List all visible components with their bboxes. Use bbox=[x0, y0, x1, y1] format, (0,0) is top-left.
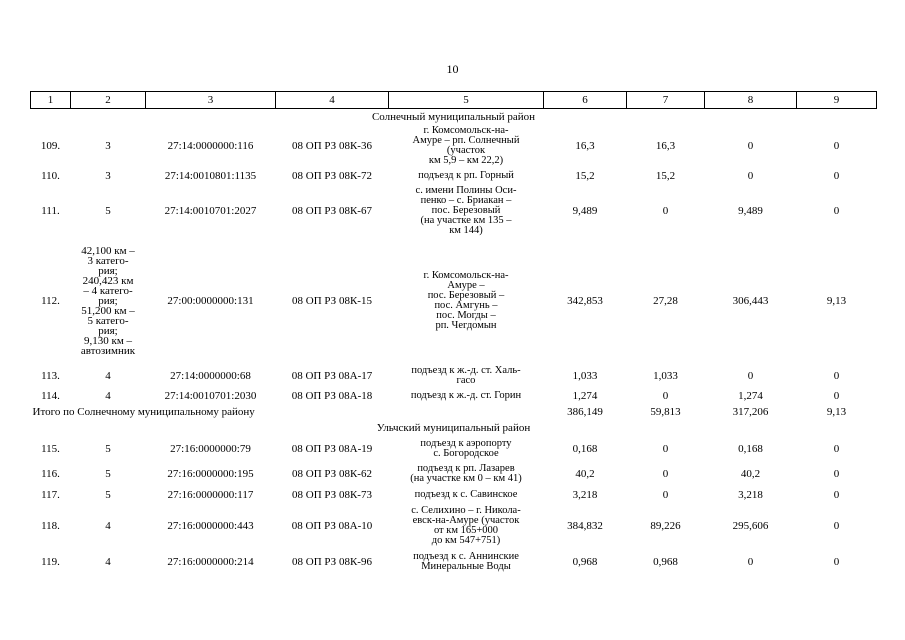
table-row bbox=[31, 462, 877, 486]
road-name bbox=[389, 388, 544, 404]
road-category-line: рия; bbox=[98, 265, 118, 277]
cadastral-number: 27:14:0010701:2027 bbox=[164, 205, 257, 217]
road-category-line: 3 bbox=[105, 140, 111, 152]
road-name-line: подъезд к ж.-д. ст. Халь- bbox=[411, 365, 521, 376]
road-name-line: от км 165+000 bbox=[433, 525, 499, 536]
value-col-9: 0 bbox=[833, 556, 840, 568]
header-cell: 3 bbox=[146, 92, 276, 109]
road-name bbox=[389, 125, 544, 167]
value-col-9: 0 bbox=[833, 169, 840, 182]
header-cell: 5 bbox=[389, 92, 544, 109]
road-category-line: 5 bbox=[105, 488, 111, 501]
row-number: 118. bbox=[41, 520, 60, 532]
cadastral-number: 27:14:0000000:116 bbox=[167, 140, 254, 152]
road-name-line: подъезд к рп. Лазарев bbox=[417, 463, 515, 474]
table-row bbox=[31, 184, 877, 238]
road-name bbox=[389, 549, 544, 575]
road-category-line: 4 bbox=[105, 520, 111, 532]
road-category-line: автозимник bbox=[80, 345, 136, 357]
value-col-8: 295,606 bbox=[732, 520, 769, 532]
road-category-line: 5 катего- bbox=[87, 315, 129, 327]
value-col-8: 0 bbox=[747, 370, 754, 382]
value-col-6: 1,033 bbox=[572, 370, 598, 382]
road-category-line: рия; bbox=[98, 325, 118, 337]
road-id: 08 ОП РЗ 08К-96 bbox=[292, 556, 372, 568]
road-name-line: пос. Амгунь – bbox=[434, 300, 498, 311]
total-label: Итого по Солнечному муниципальному району bbox=[32, 406, 255, 418]
value-col-6: 40,2 bbox=[575, 468, 595, 480]
road-name-line: пос. Березовый – bbox=[427, 290, 505, 301]
value-col-7: 0 bbox=[662, 488, 669, 501]
value-col-9: 0 bbox=[833, 390, 840, 402]
value-col-9: 0 bbox=[833, 443, 840, 455]
road-name-line: с. Селихино – г. Никола- bbox=[411, 505, 521, 516]
value-col-6: 16,3 bbox=[575, 140, 595, 152]
road-name-line: евск-на-Амуре (участок bbox=[412, 515, 520, 526]
row-number: 119. bbox=[41, 556, 60, 568]
road-category bbox=[71, 486, 146, 503]
road-name bbox=[389, 184, 544, 238]
road-name-line: Амуре – bbox=[447, 280, 485, 291]
value-col-7: 16,3 bbox=[655, 140, 676, 152]
road-category-line: 4 bbox=[105, 556, 111, 568]
value-col-8: 1,274 bbox=[738, 390, 763, 402]
header-cell: 1 bbox=[31, 92, 71, 109]
header-cell: 2 bbox=[71, 92, 146, 109]
road-name-line: Амуре – рп. Солнечный bbox=[412, 135, 520, 146]
road-name-line: пос. Могды – bbox=[436, 310, 496, 321]
road-category bbox=[71, 238, 146, 364]
road-name-line: (участок bbox=[446, 145, 486, 156]
road-name-line: подъезд к аэропорту bbox=[420, 438, 512, 449]
table-row bbox=[31, 503, 877, 549]
road-name bbox=[389, 167, 544, 184]
road-name-line: подъезд к с. Аннинские bbox=[413, 551, 519, 562]
road-category-line: 4 bbox=[105, 370, 111, 382]
value-col-7: 0 bbox=[662, 205, 669, 217]
value-col-7: 89,226 bbox=[650, 520, 681, 532]
road-category-line: 51,200 км – bbox=[81, 305, 135, 317]
value-col-6: 3,218 bbox=[572, 488, 598, 501]
road-name-line: подъезд к рп. Горный bbox=[418, 169, 514, 181]
value-col-8: 40,2 bbox=[740, 468, 761, 480]
road-id: 08 ОП РЗ 08А-17 bbox=[291, 370, 373, 382]
row-number: 109. bbox=[40, 140, 61, 152]
road-name-line: до км 547+751) bbox=[431, 535, 501, 546]
value-col-8: 0,168 bbox=[738, 443, 763, 455]
table-row bbox=[31, 388, 877, 404]
table-row bbox=[31, 436, 877, 462]
road-id: 08 ОП РЗ 08К-73 bbox=[292, 488, 372, 501]
value-col-8: 306,443 bbox=[732, 295, 769, 307]
road-id: 08 ОП РЗ 08А-18 bbox=[291, 390, 373, 402]
row-number: 116. bbox=[41, 468, 60, 480]
road-name-line: пос. Березовый bbox=[431, 205, 501, 216]
cadastral-number: 27:14:0010801:1135 bbox=[164, 169, 257, 182]
table-row bbox=[31, 238, 877, 364]
road-category-line: рия; bbox=[98, 295, 118, 307]
road-category-line: 5 bbox=[105, 205, 111, 217]
road-name-line: подъезд к ж.-д. ст. Горин bbox=[410, 390, 522, 401]
row-number: 117. bbox=[41, 488, 60, 501]
row-number: 113. bbox=[41, 370, 60, 382]
road-name-line: (на участке км 0 – км 41) bbox=[410, 473, 522, 484]
road-id: 08 ОП РЗ 08К-72 bbox=[292, 169, 372, 182]
row-number: 112. bbox=[41, 295, 60, 307]
road-id: 08 ОП РЗ 08К-67 bbox=[292, 205, 372, 217]
value-col-7: 0 bbox=[662, 390, 669, 402]
road-name-line: км 144) bbox=[449, 225, 483, 236]
total-col-6: 386,149 bbox=[567, 406, 603, 418]
value-col-6: 1,274 bbox=[572, 390, 598, 402]
road-name-line: подъезд к с. Савинское bbox=[414, 488, 518, 500]
road-name bbox=[389, 462, 544, 486]
section-title-row bbox=[31, 420, 877, 436]
road-category-line: 42,100 км – bbox=[81, 245, 135, 257]
cadastral-number: 27:14:0000000:68 bbox=[170, 370, 251, 382]
cadastral-number: 27:16:0000000:79 bbox=[170, 443, 251, 455]
road-category-line: 5 bbox=[105, 468, 111, 480]
cadastral-number: 27:16:0000000:214 bbox=[167, 556, 254, 568]
value-col-7: 15,2 bbox=[655, 169, 676, 182]
row-number: 115. bbox=[41, 443, 60, 455]
total-col-9: 9,13 bbox=[826, 406, 847, 418]
road-category-line: 3 bbox=[105, 169, 111, 182]
value-col-9: 0 bbox=[833, 140, 840, 152]
cadastral-number: 27:16:0000000:443 bbox=[167, 520, 254, 532]
road-name bbox=[389, 238, 544, 364]
road-id: 08 ОП РЗ 08К-15 bbox=[292, 295, 372, 307]
road-category bbox=[71, 125, 146, 167]
road-category-line: 3 катего- bbox=[87, 255, 129, 267]
header-cell: 8 bbox=[705, 92, 797, 109]
header-row bbox=[31, 92, 877, 109]
road-name bbox=[389, 486, 544, 503]
road-id: 08 ОП РЗ 08А-19 bbox=[291, 443, 373, 455]
table-row bbox=[31, 549, 877, 575]
row-number: 114. bbox=[41, 390, 60, 402]
table-row bbox=[31, 167, 877, 184]
value-col-7: 1,033 bbox=[653, 370, 678, 382]
header-cell: 9 bbox=[797, 92, 877, 109]
roads-table bbox=[30, 91, 877, 575]
value-col-8: 0 bbox=[747, 169, 754, 182]
road-category-line: 5 bbox=[105, 443, 111, 455]
road-name-line: с. Богородское bbox=[433, 448, 499, 459]
road-name bbox=[389, 503, 544, 549]
value-col-9: 0 bbox=[833, 370, 840, 382]
value-col-8: 0 bbox=[747, 556, 754, 568]
table-body bbox=[31, 92, 877, 576]
section-title: Ульчский муниципальный район bbox=[376, 422, 531, 434]
value-col-9: 0 bbox=[833, 468, 840, 480]
total-col-7: 59,813 bbox=[650, 406, 681, 418]
page-number: 10 bbox=[446, 62, 459, 76]
road-name-line: гасо bbox=[456, 375, 476, 386]
road-category-line: 4 bbox=[105, 390, 111, 402]
road-category-line: 9,130 км – bbox=[83, 335, 133, 347]
value-col-6: 15,2 bbox=[575, 169, 595, 182]
road-name-line: км 5,9 – км 22,2) bbox=[428, 155, 504, 166]
value-col-7: 27,28 bbox=[653, 295, 678, 307]
row-number: 111. bbox=[41, 205, 60, 217]
value-col-7: 0 bbox=[662, 443, 669, 455]
value-col-7: 0,968 bbox=[653, 556, 678, 568]
road-category bbox=[71, 364, 146, 388]
road-category bbox=[71, 462, 146, 486]
value-col-6: 384,832 bbox=[567, 520, 603, 532]
header-cell: 6 bbox=[544, 92, 627, 109]
road-category bbox=[71, 184, 146, 238]
road-id: 08 ОП РЗ 08К-36 bbox=[292, 140, 372, 152]
value-col-7: 0 bbox=[662, 468, 669, 480]
value-col-6: 9,489 bbox=[572, 205, 598, 217]
road-id: 08 ОП РЗ 08А-10 bbox=[291, 520, 373, 532]
value-col-8: 3,218 bbox=[738, 488, 763, 501]
road-name-line: Минеральные Воды bbox=[421, 561, 511, 572]
value-col-8: 0 bbox=[747, 140, 754, 152]
road-name-line: г. Комсомольск-на- bbox=[423, 125, 509, 136]
value-col-8: 9,489 bbox=[738, 205, 763, 217]
road-category-line: 240,423 км bbox=[82, 275, 134, 287]
header-cell: 4 bbox=[276, 92, 389, 109]
road-name bbox=[389, 436, 544, 462]
road-name-line: г. Комсомольск-на- bbox=[423, 270, 509, 281]
cadastral-number: 27:00:0000000:131 bbox=[167, 295, 254, 307]
section-title-row bbox=[31, 109, 877, 126]
road-name bbox=[389, 364, 544, 388]
road-name-line: с. имени Полины Оси- bbox=[415, 185, 517, 196]
value-col-9: 0 bbox=[833, 488, 840, 501]
table-row bbox=[31, 125, 877, 167]
road-name-line: пенко – с. Бриакан – bbox=[420, 195, 512, 206]
road-category bbox=[71, 436, 146, 462]
road-category-line: – 4 катего- bbox=[83, 285, 133, 297]
road-category bbox=[71, 503, 146, 549]
cadastral-number: 27:14:0010701:2030 bbox=[164, 390, 257, 402]
header-cell: 7 bbox=[627, 92, 705, 109]
cadastral-number: 27:16:0000000:117 bbox=[167, 488, 254, 501]
row-number: 110. bbox=[41, 169, 60, 182]
road-category bbox=[71, 388, 146, 404]
total-row bbox=[31, 404, 877, 420]
value-col-6: 0,168 bbox=[572, 443, 598, 455]
cadastral-number: 27:16:0000000:195 bbox=[167, 468, 254, 480]
value-col-9: 0 bbox=[833, 520, 840, 532]
road-name-line: (на участке км 135 – bbox=[420, 215, 512, 226]
value-col-9: 0 bbox=[833, 205, 840, 217]
road-id: 08 ОП РЗ 08К-62 bbox=[292, 468, 372, 480]
section-title: Солнечный муниципальный район bbox=[371, 111, 536, 123]
road-category bbox=[71, 549, 146, 575]
total-col-8: 317,206 bbox=[732, 406, 769, 418]
value-col-9: 9,13 bbox=[826, 295, 847, 307]
value-col-6: 0,968 bbox=[572, 556, 598, 568]
value-col-6: 342,853 bbox=[567, 295, 603, 307]
table-row bbox=[31, 486, 877, 503]
road-category bbox=[71, 167, 146, 184]
table-row bbox=[31, 364, 877, 388]
road-name-line: рп. Чегдомын bbox=[435, 320, 497, 331]
